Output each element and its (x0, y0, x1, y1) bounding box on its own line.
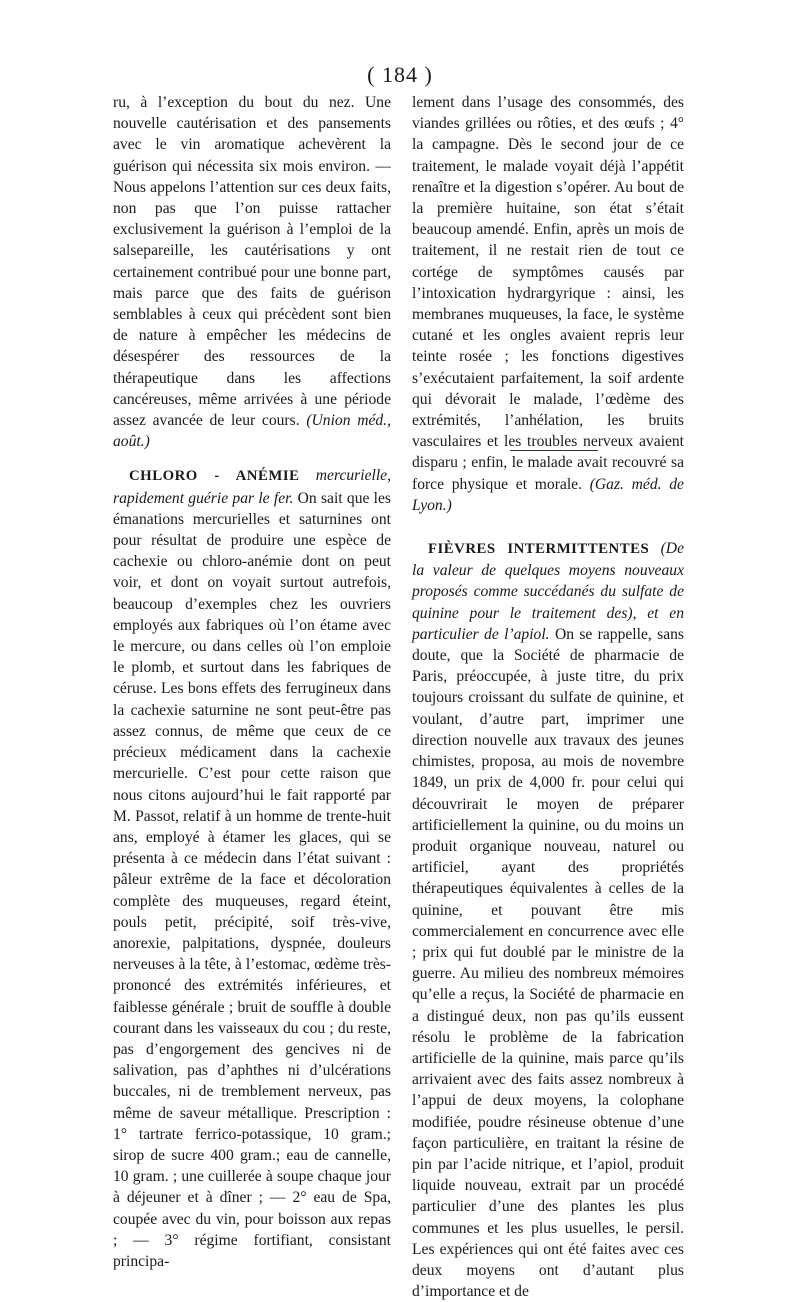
source-citation: (Gaz. méd. de Lyon.) (412, 475, 684, 514)
page-number: ( 184 ) (367, 62, 433, 87)
article-heading: CHLORO - ANÉMIE (129, 468, 300, 485)
article-fievres-intermittentes (412, 538, 684, 1302)
source-citation: (Union méd., août.) (113, 412, 391, 451)
right-column (412, 92, 684, 1302)
article-body: On se rappelle, sans doute, que la Société de pharmacie de Paris, préoccupée, à juste titre, du prix toujours croissant du sulfate de quinine, et voulant, d’autre part, imprimer une direction nouvelle aux travaux des jeunes chimistes, proposa, au mois de novembre 1849, un prix de 4,000 fr. pour celui qui découvrirait le moyen de préparer artificiellement la quinine, ou du moins un produit organique nouveau, naturel ou artificiel, ayant des propriétés thérapeutiques équivalentes à celles de la quinine, et pouvant être mis commercialement en concurrence avec elle ; prix qui fut doublé par le ministre de la guerre. Au milieu des nombreux mémoires qu’elle a reçus, la Société de pharmacie en a distingué deux, non pas qu’ils eussent résolu le problème de la fabrication artificielle de la quinine, mais parce qu’ils arrivaient avec des faits assez nombreux à l’appui de deux moyens, la colophane modifiée, poudre résineuse obtenue d’une façon particulière, en traitant la résine de pin par l’acide nitrique, et l’apiol, produit liquide nouveau, extrait par un procédé particulier d’une des plantes les plus communes et les plus usuelles, le persil. Les expériences qui ont été faites avec ces deux moyens ont d’autant plus d’importance et de (412, 625, 684, 1301)
section-divider (510, 450, 598, 451)
left-column (113, 92, 391, 1272)
continued-paragraph: ru, à l’exception du bout du nez. Une nouvelle cautérisation et des pansements avec le vin aromatique achevèrent la guérison qui nécessita six mois environ. — Nous appelons l’attention sur ces deux faits, non pas que l’on puisse rattacher exclusivement la guérison à l’emploi de la salsepareille, les cautérisations y ont certainement contribué pour une bonne part, mais parce que des faits de guérison semblables à ceux qui précèdent sont bien de nature à empêcher les médecins de désespérer des ressources de la thérapeutique dans les affections cancéreuses, même arrivées à une période assez avancée de leur cours. (Union méd., août.) (113, 94, 391, 451)
article-heading: FIÈVRES INTERMITTENTES (428, 541, 650, 558)
article-chloro-anemie (113, 465, 391, 1272)
article-subtitle: (De la valeur de quelques moyens nouveaux proposés comme succédanés du sulfate de quinine pour le traitement des), et en particulier de l’apiol. (412, 540, 684, 643)
article-body: On sait que les émanations mercurielles et saturnines ont pour résultat de produire une espèce de cachexie ou chloro-anémie dont on peut voir, et dont on voyait surtout autrefois, beaucoup d’exemples chez les ouvriers employés aux fabriques où l’on étame avec le mercure, ou dans celles où l’on emploie le plomb, et surtout dans les fabriques de céruse. Les bons effets des ferrugineux dans la cachexie saturnine ne sont peut-être pas assez connus, de même que ceux de ce précieux médicament dans la cachexie mercurielle. C’est pour cette raison que nous citons aujourd’hui le fait rapporté par M. Passot, relatif à un homme de trente-huit ans, employé à étamer les glaces, qui se présenta à ce médecin dans l’état suivant : pâleur extrême de la face et décoloration complète des muqueuses, regard éteint, pouls petit, précipité, soif très-vive, anorexie, palpitations, dyspnée, douleurs nerveuses à la tête, à l’estomac, œdème très-prononcé des extrémités inférieures, et faiblesse générale ; bruit de souffle à double courant dans les vaisseaux du cou ; du reste, pas d’engorgement des gencives ni de salivation, pas d’aphthes ni d’ulcérations buccales, ni de tremblement nerveux, pas même de saveur métallique. Prescription : 1° tartrate ferrico-potassique, 10 gram.; sirop de sucre 400 gram.; eau de cannelle, 10 gram. ; une cuillerée à soupe chaque jour à déjeuner et à dîner ; — 2° eau de Spa, coupée avec du vin, pour boisson aux repas ; — 3° régime fortifiant, consistant principa- (113, 489, 391, 1270)
article-subtitle: mercurielle, rapidement guérie par le fer. (113, 467, 391, 507)
continued-paragraph: lement dans l’usage des consommés, des viandes grillées ou rôties, et des œufs ; 4° la campagne. Dès le second jour de ce traitement, le malade voyait déjà l’appétit renaître et la digestion s’opérer. Au bout de la première huitaine, son état s’était beaucoup amendé. Enfin, après un mois de traitement, il ne restait rien de tout ce cortége de symptômes causés par l’intoxication hydrargyrique : ainsi, les membranes muqueuses, la face, le système cutané et les ongles avaient repris leur teinte rosée ; les fonctions digestives s’exécutaient parfaitement, la soif ardente qui dévorait le malade, l’œdème des extrémités, l’anhélation, les bruits vasculaires et les troubles nerveux avaient disparu ; enfin, le malade avait recouvré sa force physique et morale. (Gaz. méd. de Lyon.) (412, 94, 684, 514)
